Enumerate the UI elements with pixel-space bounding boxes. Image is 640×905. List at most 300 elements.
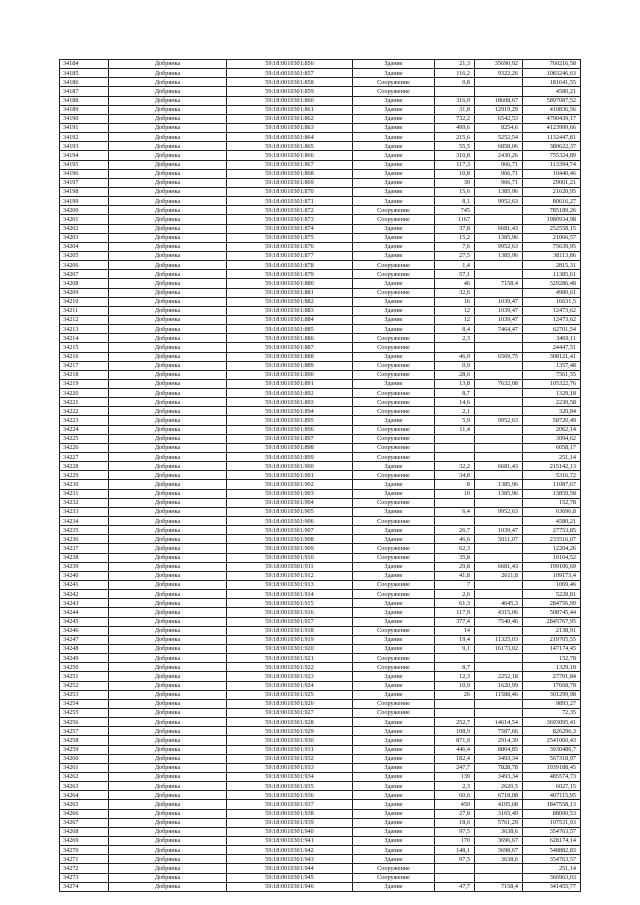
settlement-cell: Добрянка: [109, 105, 227, 114]
area-cell: 60,6: [435, 791, 475, 800]
object-type-cell: Здание: [353, 416, 435, 425]
specific-value-cell: 4315,06: [475, 608, 523, 617]
specific-value-cell: 7587,66: [475, 727, 523, 736]
cadastral-value-cell: 485574,73: [523, 772, 581, 781]
specific-value-cell: [475, 215, 523, 224]
row-number-cell: 34237: [60, 544, 109, 553]
cadastral-value-cell: 826296,3: [523, 727, 581, 736]
object-type-cell: Здание: [353, 846, 435, 855]
table-row: [60, 197, 581, 206]
cadastral-value-cell: 251,14: [523, 453, 581, 462]
table-row: [60, 599, 581, 608]
table-row: [60, 864, 581, 873]
cadastral-value-cell: 3469,11: [523, 334, 581, 343]
area-cell: 5,9: [435, 416, 475, 425]
row-number-cell: 34250: [60, 663, 109, 672]
object-type-cell: Здание: [353, 791, 435, 800]
specific-value-cell: 7158,4: [475, 279, 523, 288]
row-number-cell: 34196: [60, 169, 109, 178]
object-type-cell: Здание: [353, 763, 435, 772]
object-type-cell: Сооружение: [353, 699, 435, 708]
area-cell: 28,6: [435, 370, 475, 379]
settlement-cell: Добрянка: [109, 133, 227, 142]
table-row: [60, 507, 581, 516]
row-number-cell: 34272: [60, 864, 109, 873]
area-cell: 0,8: [435, 78, 475, 87]
area-cell: 47,7: [435, 882, 475, 891]
area-cell: 377,4: [435, 617, 475, 626]
cadastral-value-cell: 2541060,43: [523, 736, 581, 745]
area-cell: 26: [435, 690, 475, 699]
cadastral-number-cell: 59:18:0010301:882: [227, 297, 353, 306]
area-cell: 247,7: [435, 763, 475, 772]
area-cell: 7,6: [435, 242, 475, 251]
row-number-cell: 34274: [60, 882, 109, 891]
cadastral-number-cell: 59:18:0010301:918: [227, 626, 353, 635]
row-number-cell: 34262: [60, 772, 109, 781]
cadastral-value-cell: 567318,97: [523, 754, 581, 763]
table-row: [60, 343, 581, 352]
area-cell: 8,4: [435, 325, 475, 334]
specific-value-cell: 14614,54: [475, 718, 523, 727]
cadastral-value-cell: 6027,15: [523, 782, 581, 791]
area-cell: 310,8: [435, 151, 475, 160]
table-row: [60, 453, 581, 462]
specific-value-cell: 3698,67: [475, 846, 523, 855]
row-number-cell: 34219: [60, 379, 109, 388]
settlement-cell: Добрянка: [109, 270, 227, 279]
area-cell: 8,7: [435, 663, 475, 672]
area-cell: 97,5: [435, 827, 475, 836]
table-row: [60, 434, 581, 443]
specific-value-cell: 9322,26: [475, 69, 523, 78]
settlement-cell: Добрянка: [109, 599, 227, 608]
table-row: [60, 480, 581, 489]
row-number-cell: 34228: [60, 462, 109, 471]
specific-value-cell: [475, 663, 523, 672]
cadastral-value-cell: 72,35: [523, 708, 581, 717]
area-cell: 6,4: [435, 507, 475, 516]
area-cell: 9,1: [435, 645, 475, 654]
area-cell: 117,9: [435, 608, 475, 617]
cadastral-value-cell: 16631,5: [523, 297, 581, 306]
table-row: [60, 699, 581, 708]
area-cell: [435, 453, 475, 462]
row-number-cell: 34216: [60, 352, 109, 361]
settlement-cell: Добрянка: [109, 370, 227, 379]
area-cell: 2,6: [435, 590, 475, 599]
row-number-cell: 34267: [60, 818, 109, 827]
settlement-cell: Добрянка: [109, 306, 227, 315]
cadastral-number-cell: 59:18:0010301:894: [227, 407, 353, 416]
row-number-cell: 34229: [60, 471, 109, 480]
object-type-cell: Здание: [353, 462, 435, 471]
area-cell: 12,3: [435, 672, 475, 681]
table-row: [60, 114, 581, 123]
cadastral-value-cell: 329286,48: [523, 279, 581, 288]
specific-value-cell: 9952,63: [475, 197, 523, 206]
cadastral-number-cell: 59:18:0010301:937: [227, 800, 353, 809]
object-type-cell: Сооружение: [353, 544, 435, 553]
table-row: [60, 133, 581, 142]
specific-value-cell: 966,71: [475, 160, 523, 169]
row-number-cell: 34211: [60, 306, 109, 315]
object-type-cell: Здание: [353, 160, 435, 169]
table-row: [60, 800, 581, 809]
area-cell: 170: [435, 836, 475, 845]
cadastral-number-cell: 59:18:0010301:869: [227, 178, 353, 187]
table-row: [60, 361, 581, 370]
object-type-cell: Здание: [353, 800, 435, 809]
row-number-cell: 34236: [60, 535, 109, 544]
cadastral-value-cell: 215142,13: [523, 462, 581, 471]
specific-value-cell: [475, 443, 523, 452]
cadastral-number-cell: 59:18:0010301:906: [227, 517, 353, 526]
row-number-cell: 34223: [60, 416, 109, 425]
row-number-cell: 34201: [60, 215, 109, 224]
specific-value-cell: [475, 370, 523, 379]
cadastral-value-cell: 7561,55: [523, 370, 581, 379]
cadastral-value-cell: 38113,86: [523, 251, 581, 260]
row-number-cell: 34210: [60, 297, 109, 306]
specific-value-cell: [475, 434, 523, 443]
settlement-cell: Добрянка: [109, 782, 227, 791]
cadastral-value-cell: 5316,72: [523, 471, 581, 480]
object-type-cell: Здание: [353, 745, 435, 754]
settlement-cell: Добрянка: [109, 763, 227, 772]
cadastral-number-cell: 59:18:0010301:944: [227, 864, 353, 873]
settlement-cell: Добрянка: [109, 507, 227, 516]
area-cell: 2,1: [435, 407, 475, 416]
cadastral-number-cell: 59:18:0010301:930: [227, 736, 353, 745]
table-row: [60, 498, 581, 507]
area-cell: [435, 517, 475, 526]
object-type-cell: Сооружение: [353, 370, 435, 379]
settlement-cell: Добрянка: [109, 727, 227, 736]
cadastral-value-cell: 251,14: [523, 864, 581, 873]
settlement-cell: Добрянка: [109, 178, 227, 187]
object-type-cell: Сооружение: [353, 334, 435, 343]
table-row: [60, 535, 581, 544]
row-number-cell: 34203: [60, 233, 109, 242]
object-type-cell: Сооружение: [353, 398, 435, 407]
specific-value-cell: 7464,47: [475, 325, 523, 334]
object-type-cell: Здание: [353, 571, 435, 580]
settlement-cell: Добрянка: [109, 343, 227, 352]
cadastral-value-cell: 29001,21: [523, 178, 581, 187]
row-number-cell: 34251: [60, 672, 109, 681]
row-number-cell: 34260: [60, 754, 109, 763]
object-type-cell: Здание: [353, 599, 435, 608]
object-type-cell: Здание: [353, 105, 435, 114]
cadastral-value-cell: 88000,53: [523, 809, 581, 818]
settlement-cell: Добрянка: [109, 398, 227, 407]
specific-value-cell: 6858,06: [475, 142, 523, 151]
specific-value-cell: [475, 654, 523, 663]
cadastral-value-cell: 4123999,66: [523, 123, 581, 132]
row-number-cell: 34227: [60, 453, 109, 462]
settlement-cell: Добрянка: [109, 617, 227, 626]
table-row: [60, 160, 581, 169]
object-type-cell: Здание: [353, 617, 435, 626]
cadastral-number-cell: 59:18:0010301:941: [227, 836, 353, 845]
area-cell: 871,9: [435, 736, 475, 745]
object-type-cell: Здание: [353, 114, 435, 123]
area-cell: 732,2: [435, 114, 475, 123]
cadastral-value-cell: 27701,84: [523, 672, 581, 681]
object-type-cell: Здание: [353, 233, 435, 242]
object-type-cell: Здание: [353, 123, 435, 132]
specific-value-cell: 2620,5: [475, 782, 523, 791]
row-number-cell: 34244: [60, 608, 109, 617]
row-number-cell: 34258: [60, 736, 109, 745]
object-type-cell: Сооружение: [353, 361, 435, 370]
specific-value-cell: 7632,08: [475, 379, 523, 388]
object-type-cell: Сооружение: [353, 708, 435, 717]
row-number-cell: 34264: [60, 791, 109, 800]
object-type-cell: Здание: [353, 178, 435, 187]
specific-value-cell: [475, 581, 523, 590]
cadastral-value-cell: 407115,95: [523, 791, 581, 800]
object-type-cell: Здание: [353, 526, 435, 535]
area-cell: 18,6: [435, 818, 475, 827]
cadastral-number-cell: 59:18:0010301:898: [227, 443, 353, 452]
settlement-cell: Добрянка: [109, 645, 227, 654]
object-type-cell: Сооружение: [353, 581, 435, 590]
cadastral-value-cell: 4580,21: [523, 517, 581, 526]
settlement-cell: Добрянка: [109, 745, 227, 754]
table-row: [60, 645, 581, 654]
cadastral-value-cell: 4580,21: [523, 87, 581, 96]
cadastral-value-cell: 152,78: [523, 654, 581, 663]
cadastral-value-cell: 11087,67: [523, 480, 581, 489]
area-cell: 499,6: [435, 123, 475, 132]
cadastral-number-cell: 59:18:0010301:945: [227, 873, 353, 882]
cadastral-value-cell: 1069,46: [523, 581, 581, 590]
settlement-cell: Добрянка: [109, 197, 227, 206]
object-type-cell: Здание: [353, 60, 435, 69]
cadastral-value-cell: 1939188,45: [523, 763, 581, 772]
specific-value-cell: 6569,75: [475, 352, 523, 361]
row-number-cell: 34212: [60, 315, 109, 324]
table-row: [60, 288, 581, 297]
object-type-cell: Здание: [353, 754, 435, 763]
specific-value-cell: 2430,26: [475, 151, 523, 160]
cadastral-number-cell: 59:18:0010301:883: [227, 306, 353, 315]
object-type-cell: Сооружение: [353, 443, 435, 452]
cadastral-number-cell: 59:18:0010301:857: [227, 69, 353, 78]
object-type-cell: Здание: [353, 251, 435, 260]
cadastral-value-cell: 12473,62: [523, 315, 581, 324]
settlement-cell: Добрянка: [109, 498, 227, 507]
cadastral-value-cell: 755324,89: [523, 151, 581, 160]
table-row: [60, 736, 581, 745]
cadastral-value-cell: 308121,41: [523, 352, 581, 361]
specific-value-cell: 35690,92: [475, 60, 523, 69]
specific-value-cell: [475, 498, 523, 507]
settlement-cell: Добрянка: [109, 416, 227, 425]
settlement-cell: Добрянка: [109, 379, 227, 388]
area-cell: 41,8: [435, 571, 475, 580]
settlement-cell: Добрянка: [109, 489, 227, 498]
object-type-cell: Здание: [353, 827, 435, 836]
cadastral-number-cell: 59:18:0010301:866: [227, 151, 353, 160]
specific-value-cell: [475, 361, 523, 370]
specific-value-cell: [475, 261, 523, 270]
area-cell: 32,2: [435, 462, 475, 471]
object-type-cell: Здание: [353, 242, 435, 251]
cadastral-number-cell: 59:18:0010301:901: [227, 471, 353, 480]
object-type-cell: Здание: [353, 224, 435, 233]
table-row: [60, 855, 581, 864]
table-row: [60, 782, 581, 791]
object-type-cell: Здание: [353, 818, 435, 827]
table-row: [60, 325, 581, 334]
object-type-cell: Сооружение: [353, 453, 435, 462]
object-type-cell: Здание: [353, 315, 435, 324]
settlement-cell: Добрянка: [109, 581, 227, 590]
settlement-cell: Добрянка: [109, 471, 227, 480]
table-row: [60, 882, 581, 891]
table-row: [60, 745, 581, 754]
cadastral-number-cell: 59:18:0010301:868: [227, 169, 353, 178]
area-cell: 46,9: [435, 352, 475, 361]
specific-value-cell: 11588,46: [475, 690, 523, 699]
cadastral-number-cell: 59:18:0010301:891: [227, 379, 353, 388]
area-cell: 32,6: [435, 288, 475, 297]
row-number-cell: 34249: [60, 654, 109, 663]
area-cell: 1,4: [435, 261, 475, 270]
table-row: [60, 718, 581, 727]
table-row: [60, 526, 581, 535]
table-row: [60, 617, 581, 626]
cadastral-value-cell: 24447,51: [523, 343, 581, 352]
area-cell: 316,9: [435, 96, 475, 105]
cadastral-number-cell: 59:18:0010301:935: [227, 782, 353, 791]
area-cell: 57,1: [435, 270, 475, 279]
settlement-cell: Добрянка: [109, 827, 227, 836]
settlement-cell: Добрянка: [109, 708, 227, 717]
cadastral-value-cell: 12473,62: [523, 306, 581, 315]
specific-value-cell: 8254,6: [475, 123, 523, 132]
object-type-cell: Здание: [353, 151, 435, 160]
row-number-cell: 34194: [60, 151, 109, 160]
area-cell: 117,3: [435, 160, 475, 169]
row-number-cell: 34185: [60, 69, 109, 78]
object-type-cell: Здание: [353, 535, 435, 544]
cadastral-value-cell: 12204,26: [523, 544, 581, 553]
cadastral-value-cell: 75639,95: [523, 242, 581, 251]
row-number-cell: 34193: [60, 142, 109, 151]
table-row: [60, 763, 581, 772]
cadastral-number-cell: 59:18:0010301:885: [227, 325, 353, 334]
table-row: [60, 78, 581, 87]
object-type-cell: Сооружение: [353, 626, 435, 635]
settlement-cell: Добрянка: [109, 553, 227, 562]
specific-value-cell: 9952,63: [475, 242, 523, 251]
settlement-cell: Добрянка: [109, 453, 227, 462]
specific-value-cell: 2914,39: [475, 736, 523, 745]
row-number-cell: 34239: [60, 562, 109, 571]
table-row: [60, 398, 581, 407]
area-cell: 2,3: [435, 334, 475, 343]
cadastral-number-cell: 59:18:0010301:878: [227, 261, 353, 270]
row-number-cell: 34191: [60, 123, 109, 132]
row-number-cell: 34259: [60, 745, 109, 754]
cadastral-value-cell: 3693095,41: [523, 718, 581, 727]
specific-value-cell: 3638,6: [475, 855, 523, 864]
row-number-cell: 34214: [60, 334, 109, 343]
area-cell: 10: [435, 489, 475, 498]
specific-value-cell: [475, 343, 523, 352]
table-row: [60, 727, 581, 736]
cadastral-value-cell: 58720,49: [523, 416, 581, 425]
settlement-cell: Добрянка: [109, 526, 227, 535]
area-cell: 7: [435, 581, 475, 590]
specific-value-cell: 1385,96: [475, 251, 523, 260]
cadastral-value-cell: 2845767,95: [523, 617, 581, 626]
settlement-cell: Добрянка: [109, 187, 227, 196]
table-row: [60, 251, 581, 260]
specific-value-cell: 1039,47: [475, 315, 523, 324]
specific-value-cell: 966,71: [475, 178, 523, 187]
cadastral-value-cell: 4980,61: [523, 288, 581, 297]
specific-value-cell: [475, 206, 523, 215]
cadastral-number-cell: 59:18:0010301:902: [227, 480, 353, 489]
object-type-cell: Сооружение: [353, 471, 435, 480]
row-number-cell: 34213: [60, 325, 109, 334]
object-type-cell: Здание: [353, 507, 435, 516]
row-number-cell: 34263: [60, 782, 109, 791]
settlement-cell: Добрянка: [109, 608, 227, 617]
area-cell: 215,6: [435, 133, 475, 142]
row-number-cell: 34206: [60, 261, 109, 270]
cadastral-value-cell: 199106,69: [523, 562, 581, 571]
settlement-cell: Добрянка: [109, 224, 227, 233]
table-row: [60, 672, 581, 681]
area-cell: 27,8: [435, 809, 475, 818]
table-row: [60, 489, 581, 498]
cadastral-number-cell: 59:18:0010301:860: [227, 96, 353, 105]
cadastral-number-cell: 59:18:0010301:856: [227, 60, 353, 69]
settlement-cell: Добрянка: [109, 361, 227, 370]
cadastral-value-cell: 785189,26: [523, 206, 581, 215]
cadastral-value-cell: 2230,58: [523, 398, 581, 407]
area-cell: 12: [435, 306, 475, 315]
cadastral-value-cell: 181641,55: [523, 78, 581, 87]
area-cell: 13,8: [435, 379, 475, 388]
settlement-cell: Добрянка: [109, 809, 227, 818]
settlement-cell: Добрянка: [109, 389, 227, 398]
specific-value-cell: 16173,02: [475, 645, 523, 654]
area-cell: [435, 873, 475, 882]
table-row: [60, 379, 581, 388]
table-row: [60, 846, 581, 855]
area-cell: 12: [435, 315, 475, 324]
row-number-cell: 34268: [60, 827, 109, 836]
cadastral-number-cell: 59:18:0010301:946: [227, 882, 353, 891]
cadastral-number-cell: 59:18:0010301:909: [227, 544, 353, 553]
table-row: [60, 836, 581, 845]
cadastral-number-cell: 59:18:0010301:875: [227, 233, 353, 242]
cadastral-number-cell: 59:18:0010301:939: [227, 818, 353, 827]
specific-value-cell: [475, 626, 523, 635]
row-number-cell: 34197: [60, 178, 109, 187]
settlement-cell: Добрянка: [109, 261, 227, 270]
specific-value-cell: [475, 453, 523, 462]
settlement-cell: Добрянка: [109, 672, 227, 681]
settlement-cell: Добрянка: [109, 407, 227, 416]
